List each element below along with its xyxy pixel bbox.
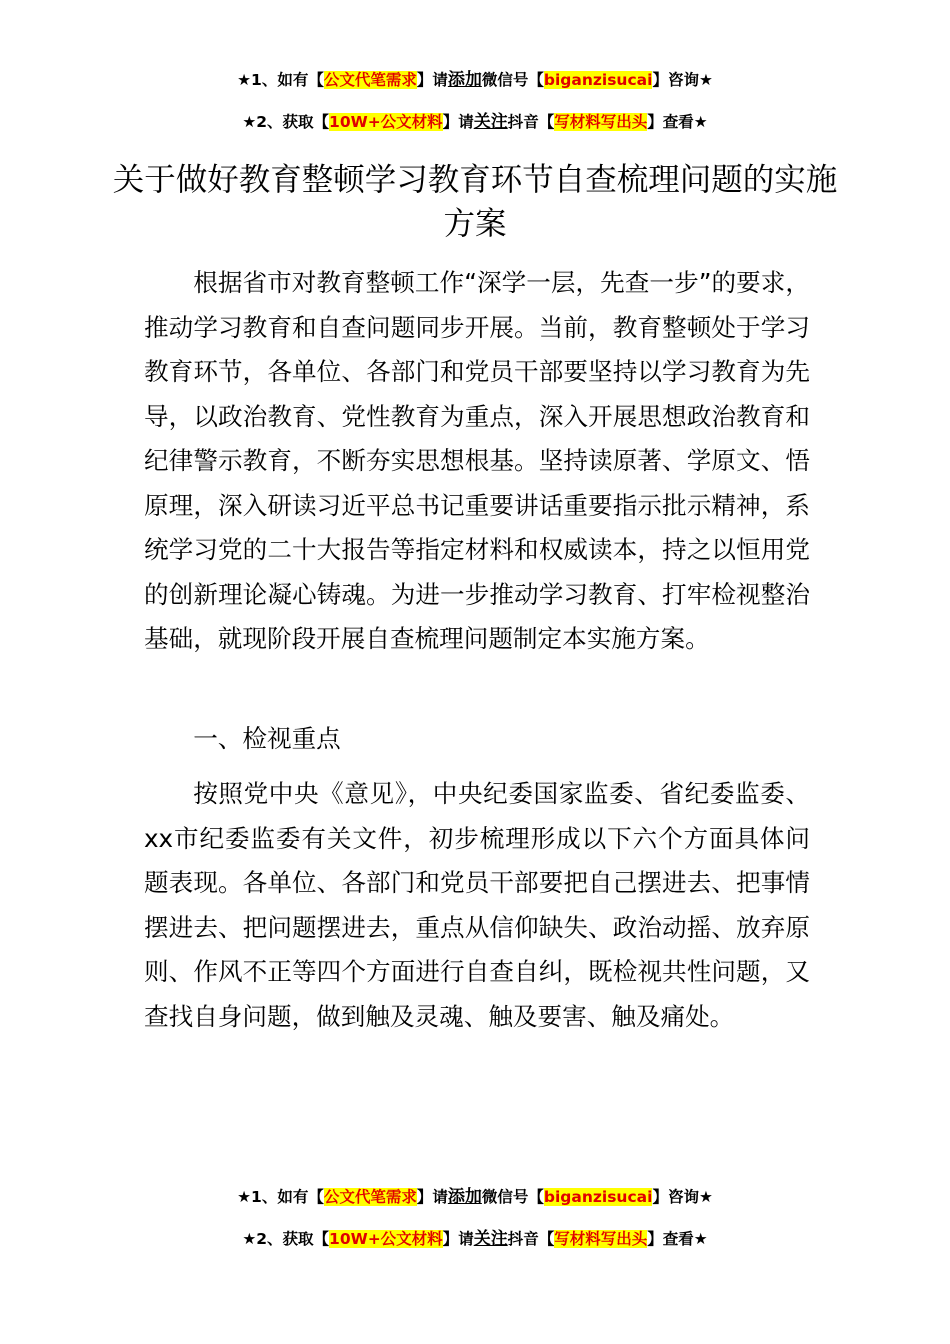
promo-text: 微信号【: [481, 1188, 544, 1206]
promo-suffix: 】咨询★: [652, 71, 713, 89]
promo-text: 】请: [442, 1230, 474, 1248]
promo-suffix: 】查看★: [647, 113, 708, 131]
document-title: 关于做好教育整顿学习教育环节自查梳理问题的实施方案: [112, 162, 838, 242]
footer-promo-line-2: [0, 1228, 950, 1250]
promo-highlight: 10W+公文材料: [329, 1230, 443, 1248]
promo-underlined: 添加: [447, 1187, 482, 1207]
footer-promo-line-1: [0, 1186, 950, 1208]
promo-underlined: 添加: [447, 70, 482, 90]
promo-text: 抖音【: [507, 113, 555, 131]
promo-douyin-id: 写材料写出头: [554, 1230, 648, 1248]
promo-text: 】请: [416, 71, 448, 89]
promo-prefix: ★1、如有【: [237, 1188, 324, 1206]
promo-text: 微信号【: [481, 71, 544, 89]
promo-prefix: ★1、如有【: [237, 71, 324, 89]
header-promo-line-1: [0, 69, 950, 91]
promo-highlight: 公文代笔需求: [323, 1188, 417, 1206]
promo-suffix: 】查看★: [647, 1230, 708, 1248]
promo-prefix: ★2、获取【: [242, 113, 330, 131]
promo-highlight: 10W+公文材料: [329, 113, 443, 131]
promo-wechat-id: biganzisucai: [543, 1188, 653, 1206]
promo-text: 】请: [442, 113, 474, 131]
promo-suffix: 】咨询★: [652, 1188, 713, 1206]
header-promo-line-2: [0, 111, 950, 133]
promo-prefix: ★2、获取【: [242, 1230, 330, 1248]
promo-wechat-id: biganzisucai: [543, 71, 653, 89]
promo-underlined: 关注: [473, 112, 508, 132]
section-paragraph: 按照党中央《意见》，中央纪委国家监委、省纪委监委、xx市纪委监委有关文件，初步梳理形成以下六个方面具体问题表现。各单位、各部门和党员干部要把自己摆进去、把事情摆进去、把问题摆进去，重点从信仰缺失、政治动摇、放弃原则、作风不正等四个方面进行自查自纠，既检视共性问题，又查找自身问题，做到触及灵魂、触及要害、触及痛处。: [144, 779, 810, 1031]
promo-douyin-id: 写材料写出头: [554, 113, 648, 131]
promo-text: 】请: [416, 1188, 448, 1206]
promo-underlined: 关注: [473, 1229, 508, 1249]
promo-text: 抖音【: [507, 1230, 555, 1248]
section-heading: 一、检视重点: [193, 724, 341, 753]
intro-paragraph: 根据省市对教育整顿工作“深学一层，先查一步”的要求，推动学习教育和自查问题同步开展。当前，教育整顿处于学习教育环节，各单位、各部门和党员干部要坚持以学习教育为先导，以政治教育、党性教育为重点，深入开展思想政治教育和纪律警示教育，不断夯实思想根基。坚持读原著、学原文、悟原理，深入研读习近平总书记重要讲话重要指示批示精神，系统学习党的二十大报告等指定材料和权威读本，持之以恒用党的创新理论凝心铸魂。为进一步推动学习教育、打牢检视整治基础，就现阶段开展自查梳理问题制定本实施方案。: [144, 268, 810, 653]
promo-highlight: 公文代笔需求: [323, 71, 417, 89]
